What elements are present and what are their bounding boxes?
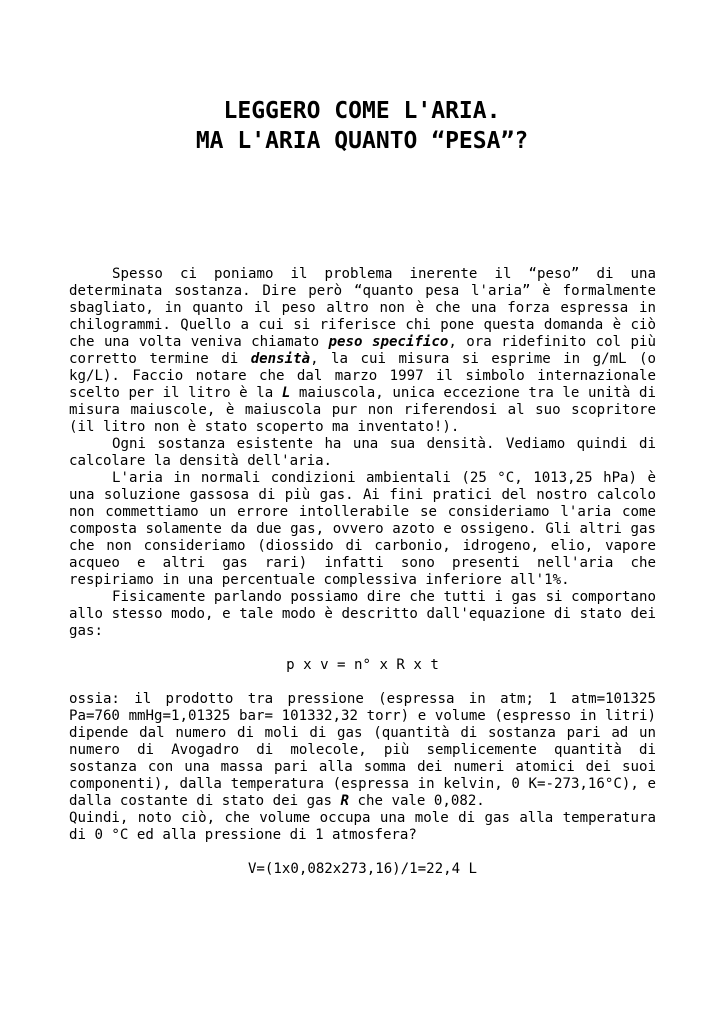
spacer <box>69 844 656 861</box>
symbol-litro: L <box>281 385 291 401</box>
term-densita: densità <box>250 351 311 367</box>
term-peso-specifico: peso specifico <box>328 334 449 350</box>
spacer <box>69 674 656 691</box>
paragraph-4: Fisicamente parlando possiamo dire che tutti i gas si comportano allo stesso modo, e tale modo è descritto dall'equazione di stato dei gas: <box>69 589 656 639</box>
symbol-r: R <box>340 793 350 809</box>
paragraph-1-text-b: , ora ridefinito col più corretto termine di <box>69 334 656 367</box>
spacer <box>69 640 656 657</box>
paragraph-5-text-a: ossia: il prodotto tra pressione (espressa in atm; 1 atm=101325 Pa=760 mmHg=1,01325 bar= 101332,32 torr) e volume (espresso in litri) dipende dal numero di moli di gas (quantità di sostanza pari ad un numero di Avogadro di molecole, più semplicemente quantità di sostanza con una massa pari alla somma dei numeri atomici dei suoi componenti), dalla temperatura (espressa in kelvin, 0 K=-273,16°C), e dalla costante di stato dei gas <box>69 691 656 809</box>
paragraph-2: Ogni sostanza esistente ha una sua densità. Vediamo quindi di calcolare la densità dell'aria. <box>69 436 656 469</box>
title-line-2: MA L'ARIA QUANTO “PESA”? <box>195 128 529 154</box>
paragraph-1-text-d: maiuscola, unica eccezione tra le unità di misura maiuscole, è maiuscola pur non riferendosi al suo scopritore (il litro non è stato scoperto ma inventato!). <box>69 385 656 435</box>
volume-formula: V=(1x0,082x273,16)/1=22,4 L <box>247 861 478 877</box>
paragraph-1-text-a: Spesso ci poniamo il problema inerente il “peso” di una determinata sostanza. Dire però “quanto pesa l'aria” è formalmente sbagliato, in quanto il peso altro non è che una forza espressa in chilogrammi. Quello a cui si riferisce chi pone questa domanda è ciò che una volta veniva chiamato <box>69 266 656 350</box>
document-body <box>69 266 656 878</box>
document-title <box>0 96 724 156</box>
title-line-1: LEGGERO COME L'ARIA. <box>223 98 501 124</box>
gas-state-equation: p x v = n° x R x t <box>286 657 439 673</box>
paragraph-6: Quindi, noto ciò, che volume occupa una mole di gas alla temperatura di 0 °C ed alla pressione di 1 atmosfera? <box>69 810 656 843</box>
paragraph-3: L'aria in normali condizioni ambientali (25 °C, 1013,25 hPa) è una soluzione gassosa di più gas. Ai fini pratici del nostro calcolo non commettiamo un errore intollerabile se consideriamo l'aria come composta solamente da due gas, ovvero azoto e ossigeno. Gli altri gas che non consideriamo (diossido di carbonio, idrogeno, elio, vapore acqueo e altri gas rari) infatti sono presenti nell'aria che respiriamo in una percentuale complessiva inferiore all'1%. <box>69 470 656 588</box>
paragraph-5-text-b: che vale 0,082. <box>349 793 485 809</box>
paragraph-5 <box>69 691 656 810</box>
paragraph-1-text-c: , la cui misura si esprime in g/mL (o kg/L). Faccio notare che dal marzo 1997 il simbolo internazionale scelto per il litro è la <box>69 351 656 401</box>
paragraph-1 <box>69 266 656 436</box>
